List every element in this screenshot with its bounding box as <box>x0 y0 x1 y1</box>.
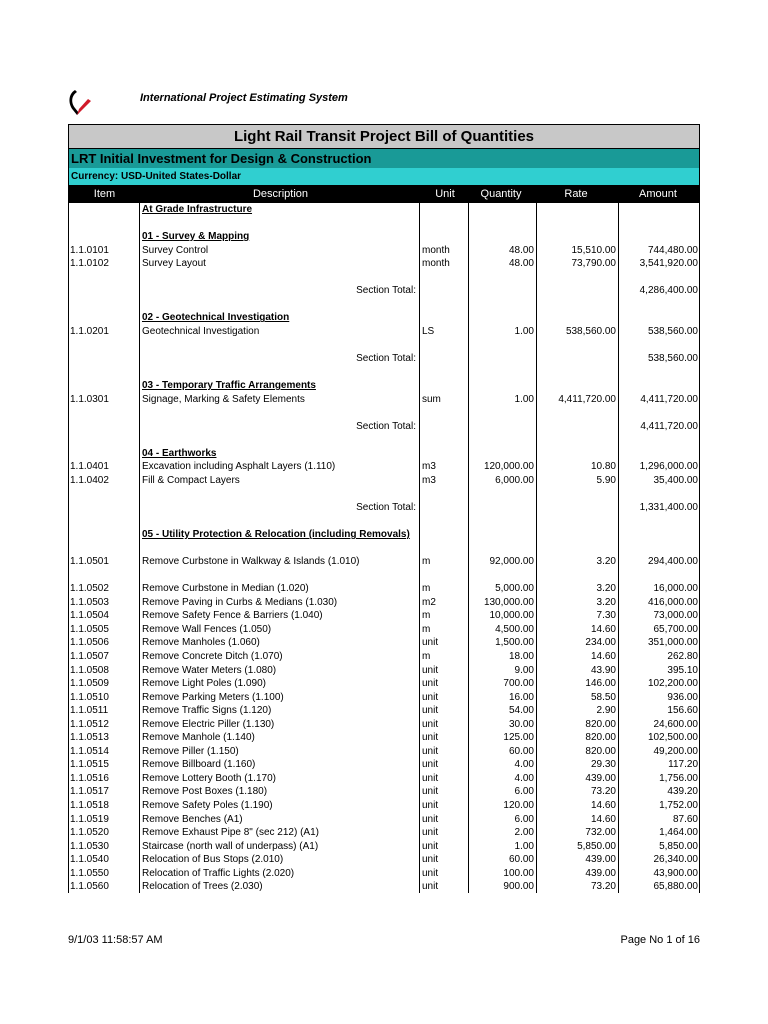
item-code: 1.1.0514 <box>70 745 109 757</box>
item-quantity: 30.00 <box>508 718 534 730</box>
empty-cell <box>536 501 618 515</box>
table-row <box>69 853 699 867</box>
item-amount: 49,200.00 <box>653 745 698 757</box>
section-heading-row <box>69 447 699 461</box>
item-description: Relocation of Trees (2.030) <box>142 881 263 893</box>
item-code: 1.1.0516 <box>70 772 109 784</box>
item-description: Remove Manhole (1.140) <box>142 732 255 744</box>
item-rate: 439.00 <box>585 854 616 866</box>
section-heading: 04 - Earthworks <box>142 447 217 459</box>
item-rate: 14.60 <box>590 650 616 662</box>
item-code: 1.1.0550 <box>70 867 109 879</box>
item-description: Remove Exhaust Pipe 8" (sec 212) (A1) <box>142 827 319 839</box>
section-heading-row <box>69 528 699 555</box>
group-heading: At Grade Infrastructure <box>142 204 253 215</box>
item-rate: 3.20 <box>596 556 616 568</box>
item-rate: 3.20 <box>596 596 616 608</box>
item-quantity: 100.00 <box>503 867 534 879</box>
item-rate: 5.90 <box>596 474 616 486</box>
item-code: 1.1.0510 <box>70 691 109 703</box>
section-total-amount: 1,331,400.00 <box>639 502 698 514</box>
item-rate: 15,510.00 <box>571 244 616 256</box>
item-quantity: 10,000.00 <box>489 610 534 622</box>
section-total-row <box>69 501 699 515</box>
empty-cell <box>419 352 468 366</box>
item-unit: unit <box>422 772 439 784</box>
item-amount: 24,600.00 <box>653 718 698 730</box>
item-amount: 65,700.00 <box>653 623 698 635</box>
item-unit: unit <box>422 691 439 703</box>
item-code: 1.1.0301 <box>70 393 109 405</box>
item-unit: unit <box>422 705 439 717</box>
item-rate: 439.00 <box>585 867 616 879</box>
item-unit: m <box>422 623 431 635</box>
item-amount: 294,400.00 <box>647 556 698 568</box>
item-quantity: 60.00 <box>508 854 534 866</box>
bill-of-quantities-sheet <box>68 124 700 893</box>
item-amount: 35,400.00 <box>653 474 698 486</box>
item-quantity: 6,000.00 <box>495 474 534 486</box>
column-header-item: Item <box>93 188 116 200</box>
section-total-row <box>69 420 699 434</box>
section-heading-row <box>69 230 699 244</box>
section-total-label: Section Total: <box>356 285 416 297</box>
item-quantity: 130,000.00 <box>483 596 534 608</box>
section-heading-row <box>69 379 699 393</box>
item-code: 1.1.0501 <box>70 556 109 568</box>
item-unit: m3 <box>422 461 436 473</box>
item-rate: 820.00 <box>585 718 616 730</box>
table-row <box>69 555 699 569</box>
section-heading: 05 - Utility Protection & Relocation (including Removals) <box>142 529 410 541</box>
item-amount: 1,752.00 <box>659 799 698 811</box>
section-total-amount: 4,286,400.00 <box>639 285 698 297</box>
sheet-subtitle: LRT Initial Investment for Design & Construction <box>69 149 699 168</box>
table-row <box>69 772 699 786</box>
column-header-row <box>69 186 699 203</box>
section-heading: 01 - Survey & Mapping <box>142 231 250 243</box>
item-description: Remove Electric Piller (1.130) <box>142 718 275 730</box>
item-amount: 1,756.00 <box>659 772 698 784</box>
section-total-label: Section Total: <box>356 502 416 514</box>
item-unit: unit <box>422 881 439 893</box>
empty-cell <box>468 284 536 298</box>
item-description: Remove Billboard (1.160) <box>142 759 256 771</box>
item-amount: 936.00 <box>667 691 698 703</box>
item-code: 1.1.0513 <box>70 732 109 744</box>
item-code: 1.1.0540 <box>70 854 109 866</box>
item-code: 1.1.0502 <box>70 583 109 595</box>
item-unit: m <box>422 556 431 568</box>
item-description: Remove Manholes (1.060) <box>142 637 260 649</box>
section-heading: 03 - Temporary Traffic Arrangements <box>142 380 316 392</box>
item-amount: 16,000.00 <box>653 583 698 595</box>
item-amount: 26,340.00 <box>653 854 698 866</box>
spacer-row <box>69 366 699 380</box>
item-amount: 538,560.00 <box>647 325 698 337</box>
item-code: 1.1.0506 <box>70 637 109 649</box>
table-row <box>69 691 699 705</box>
item-amount: 1,464.00 <box>659 827 698 839</box>
item-rate: 538,560.00 <box>565 325 616 337</box>
item-unit: unit <box>422 840 439 852</box>
item-quantity: 900.00 <box>503 881 534 893</box>
item-amount: 102,200.00 <box>647 678 698 690</box>
item-description: Remove Piller (1.150) <box>142 745 239 757</box>
item-unit: m <box>422 610 431 622</box>
item-code: 1.1.0504 <box>70 610 109 622</box>
item-code: 1.1.0505 <box>70 623 109 635</box>
item-description: Remove Benches (A1) <box>142 813 243 825</box>
item-amount: 744,480.00 <box>647 244 698 256</box>
page-number: Page No 1 of 16 <box>620 934 700 946</box>
item-rate: 146.00 <box>585 678 616 690</box>
item-quantity: 2.00 <box>514 827 534 839</box>
item-code: 1.1.0530 <box>70 840 109 852</box>
section-total-row <box>69 284 699 298</box>
item-code: 1.1.0401 <box>70 461 109 473</box>
item-description: Remove Light Poles (1.090) <box>142 678 266 690</box>
item-unit: unit <box>422 813 439 825</box>
item-quantity: 120.00 <box>503 799 534 811</box>
item-code: 1.1.0515 <box>70 759 109 771</box>
empty-cell <box>69 203 139 217</box>
section-total-row <box>69 352 699 366</box>
table-row <box>69 677 699 691</box>
currency-label: Currency: USD-United States-Dollar <box>69 168 699 186</box>
empty-cell <box>419 284 468 298</box>
item-unit: unit <box>422 718 439 730</box>
item-amount: 156.60 <box>667 705 698 717</box>
system-title: International Project Estimating System <box>140 92 348 104</box>
empty-cell <box>536 420 618 434</box>
item-quantity: 5,000.00 <box>495 583 534 595</box>
item-description: Staircase (north wall of underpass) (A1) <box>142 840 319 852</box>
item-quantity: 60.00 <box>508 745 534 757</box>
item-amount: 4,411,720.00 <box>640 393 698 405</box>
column-header-unit: Unit <box>435 188 455 200</box>
sheet-title: Light Rail Transit Project Bill of Quantities <box>69 125 699 149</box>
item-quantity: 9.00 <box>514 664 534 676</box>
table-row <box>69 244 699 258</box>
empty-cell <box>419 501 468 515</box>
item-unit: unit <box>422 664 439 676</box>
item-rate: 14.60 <box>590 799 616 811</box>
empty-cell <box>69 311 139 325</box>
item-code: 1.1.0519 <box>70 813 109 825</box>
item-amount: 43,900.00 <box>653 867 698 879</box>
item-quantity: 125.00 <box>503 732 534 744</box>
item-rate: 73.20 <box>590 786 616 798</box>
table-row <box>69 840 699 854</box>
item-quantity: 4.00 <box>514 772 534 784</box>
item-amount: 73,000.00 <box>653 610 698 622</box>
table-row <box>69 718 699 732</box>
item-amount: 395.10 <box>667 664 698 676</box>
table-row <box>69 460 699 474</box>
item-amount: 439.20 <box>667 786 698 798</box>
empty-cell <box>69 379 139 393</box>
empty-cell <box>419 420 468 434</box>
table-row <box>69 393 699 407</box>
item-amount: 416,000.00 <box>647 596 698 608</box>
print-timestamp: 9/1/03 11:58:57 AM <box>68 934 163 946</box>
item-rate: 820.00 <box>585 732 616 744</box>
spacer-row <box>69 433 699 447</box>
item-quantity: 6.00 <box>514 813 534 825</box>
item-rate: 3.20 <box>596 583 616 595</box>
item-code: 1.1.0560 <box>70 881 109 893</box>
item-rate: 2.90 <box>596 705 616 717</box>
table-row <box>69 582 699 596</box>
item-rate: 732.00 <box>585 827 616 839</box>
item-quantity: 700.00 <box>503 678 534 690</box>
group-heading-row <box>69 203 699 217</box>
item-description: Remove Safety Poles (1.190) <box>142 799 273 811</box>
section-total-amount: 4,411,720.00 <box>640 420 698 432</box>
empty-cell <box>69 352 139 366</box>
empty-cell <box>468 352 536 366</box>
item-rate: 14.60 <box>590 623 616 635</box>
item-amount: 351,000.00 <box>647 637 698 649</box>
item-description: Survey Layout <box>142 258 206 270</box>
table-row <box>69 813 699 827</box>
item-code: 1.1.0508 <box>70 664 109 676</box>
item-unit: unit <box>422 867 439 879</box>
empty-cell <box>69 447 139 461</box>
table-row <box>69 785 699 799</box>
item-quantity: 1.00 <box>514 325 534 337</box>
item-description: Remove Paving in Curbs & Medians (1.030) <box>142 596 338 608</box>
spacer-row <box>69 338 699 352</box>
item-code: 1.1.0102 <box>70 258 109 270</box>
item-unit: unit <box>422 637 439 649</box>
check-arrow-logo-icon <box>66 88 94 118</box>
item-unit: unit <box>422 786 439 798</box>
item-description: Remove Parking Meters (1.100) <box>142 691 284 703</box>
spacer-row <box>69 406 699 420</box>
table-row <box>69 325 699 339</box>
table-row <box>69 650 699 664</box>
item-rate: 5,850.00 <box>577 840 616 852</box>
item-unit: m3 <box>422 474 436 486</box>
item-code: 1.1.0511 <box>70 705 109 717</box>
table-row <box>69 636 699 650</box>
item-amount: 5,850.00 <box>659 840 698 852</box>
item-quantity: 92,000.00 <box>489 556 534 568</box>
item-unit: sum <box>422 393 441 405</box>
table-row <box>69 704 699 718</box>
item-quantity: 16.00 <box>508 691 534 703</box>
column-header-rate: Rate <box>564 188 588 200</box>
item-description: Relocation of Bus Stops (2.010) <box>142 854 284 866</box>
item-unit: m2 <box>422 596 436 608</box>
table-row <box>69 257 699 271</box>
item-code: 1.1.0507 <box>70 650 109 662</box>
item-description: Remove Safety Fence & Barriers (1.040) <box>142 610 323 622</box>
column-header-quantity: Quantity <box>480 188 522 200</box>
item-unit: unit <box>422 759 439 771</box>
item-rate: 29.30 <box>590 759 616 771</box>
item-code: 1.1.0402 <box>70 474 109 486</box>
item-amount: 117.20 <box>668 759 698 771</box>
item-quantity: 48.00 <box>508 244 534 256</box>
table-row <box>69 826 699 840</box>
spacer-row <box>69 515 699 529</box>
item-code: 1.1.0503 <box>70 596 109 608</box>
item-description: Excavation including Asphalt Layers (1.110) <box>142 461 336 473</box>
column-header-description: Description <box>252 188 309 200</box>
item-code: 1.1.0512 <box>70 718 109 730</box>
item-rate: 4,411,720.00 <box>558 393 616 405</box>
item-rate: 73.20 <box>590 881 616 893</box>
item-description: Relocation of Traffic Lights (2.020) <box>142 867 295 879</box>
item-rate: 73,790.00 <box>571 258 616 270</box>
item-amount: 102,500.00 <box>647 732 698 744</box>
empty-cell <box>69 528 139 555</box>
table-body <box>69 203 699 893</box>
item-unit: unit <box>422 678 439 690</box>
item-rate: 439.00 <box>585 772 616 784</box>
item-quantity: 6.00 <box>514 786 534 798</box>
item-quantity: 1,500.00 <box>495 637 534 649</box>
item-unit: month <box>422 258 450 270</box>
item-description: Remove Concrete Ditch (1.070) <box>142 650 283 662</box>
empty-cell <box>536 284 618 298</box>
item-rate: 820.00 <box>585 745 616 757</box>
item-code: 1.1.0517 <box>70 786 109 798</box>
item-description: Remove Water Meters (1.080) <box>142 664 277 676</box>
table-row <box>69 799 699 813</box>
column-header-amount: Amount <box>639 188 677 200</box>
empty-cell <box>468 420 536 434</box>
item-unit: unit <box>422 827 439 839</box>
item-code: 1.1.0518 <box>70 799 109 811</box>
table-row <box>69 623 699 637</box>
table-row <box>69 867 699 881</box>
table-row <box>69 596 699 610</box>
table-row <box>69 474 699 488</box>
item-unit: unit <box>422 732 439 744</box>
section-heading-row <box>69 311 699 325</box>
item-amount: 87.60 <box>672 813 698 825</box>
item-description: Fill & Compact Layers <box>142 474 240 486</box>
item-quantity: 4,500.00 <box>495 623 534 635</box>
item-code: 1.1.0101 <box>70 244 109 256</box>
item-quantity: 18.00 <box>508 650 534 662</box>
empty-cell <box>468 501 536 515</box>
item-code: 1.1.0520 <box>70 827 109 839</box>
section-heading: 02 - Geotechnical Investigation <box>142 312 290 324</box>
item-quantity: 120,000.00 <box>483 461 534 473</box>
item-rate: 58.50 <box>590 691 616 703</box>
spacer-row <box>69 487 699 501</box>
item-unit: unit <box>422 799 439 811</box>
spacer-row <box>69 569 699 583</box>
table-row <box>69 664 699 678</box>
item-rate: 14.60 <box>590 813 616 825</box>
empty-cell <box>69 230 139 244</box>
empty-cell <box>69 420 139 434</box>
item-amount: 3,541,920.00 <box>639 258 698 270</box>
item-quantity: 1.00 <box>514 840 534 852</box>
spacer-row <box>69 298 699 312</box>
spacer-row <box>69 217 699 231</box>
item-quantity: 48.00 <box>508 258 534 270</box>
item-rate: 10.80 <box>590 461 616 473</box>
item-unit: m <box>422 583 431 595</box>
empty-cell <box>69 501 139 515</box>
table-row <box>69 880 699 893</box>
item-rate: 43.90 <box>590 664 616 676</box>
item-amount: 262.80 <box>667 650 698 662</box>
spacer-row <box>69 271 699 285</box>
item-code: 1.1.0201 <box>70 325 109 337</box>
item-code: 1.1.0509 <box>70 678 109 690</box>
empty-cell <box>536 352 618 366</box>
section-total-label: Section Total: <box>356 353 416 365</box>
item-unit: m <box>422 650 431 662</box>
item-description: Remove Curbstone in Median (1.020) <box>142 583 309 595</box>
table-row <box>69 758 699 772</box>
item-quantity: 1.00 <box>514 393 534 405</box>
table-row <box>69 745 699 759</box>
table-row <box>69 609 699 623</box>
item-description: Remove Curbstone in Walkway & Islands (1.010) <box>142 556 360 568</box>
section-total-label: Section Total: <box>356 420 416 432</box>
empty-cell <box>69 284 139 298</box>
item-unit: month <box>422 244 450 256</box>
item-description: Geotechnical Investigation <box>142 325 260 337</box>
item-description: Survey Control <box>142 244 209 256</box>
item-amount: 65,880.00 <box>653 881 698 893</box>
item-description: Remove Wall Fences (1.050) <box>142 623 272 635</box>
item-description: Remove Traffic Signs (1.120) <box>142 705 272 717</box>
item-quantity: 4.00 <box>514 759 534 771</box>
item-unit: LS <box>422 325 435 337</box>
item-amount: 1,296,000.00 <box>639 461 698 473</box>
item-rate: 7.30 <box>596 610 616 622</box>
item-description: Signage, Marking & Safety Elements <box>142 393 305 405</box>
item-unit: unit <box>422 854 439 866</box>
item-description: Remove Lottery Booth (1.170) <box>142 772 276 784</box>
table-row <box>69 731 699 745</box>
item-description: Remove Post Boxes (1.180) <box>142 786 268 798</box>
item-quantity: 54.00 <box>508 705 534 717</box>
item-unit: unit <box>422 745 439 757</box>
item-rate: 234.00 <box>585 637 616 649</box>
section-total-amount: 538,560.00 <box>647 353 698 365</box>
